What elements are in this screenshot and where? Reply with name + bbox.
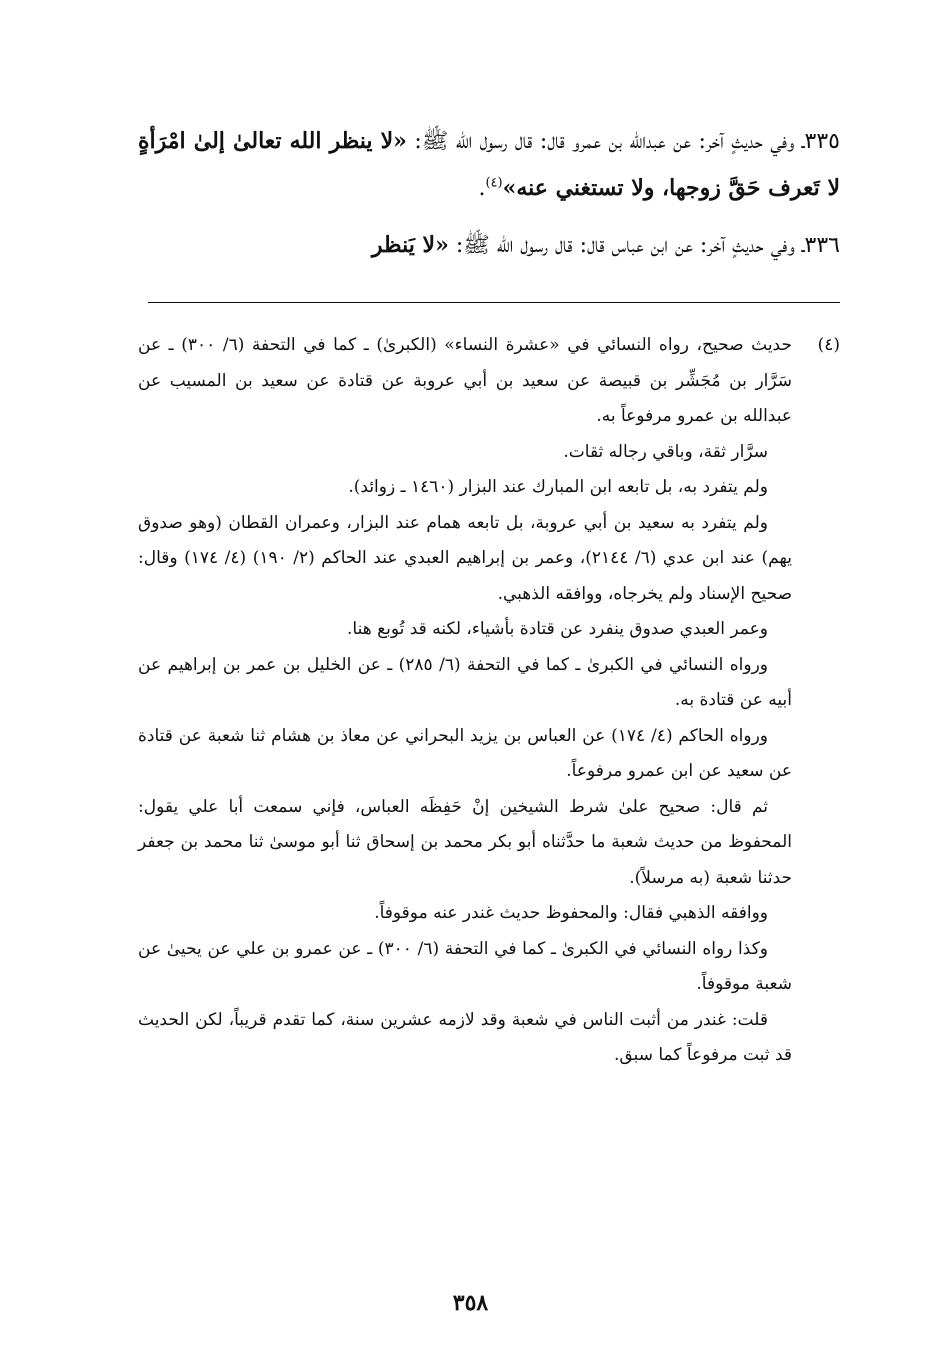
footnote-paragraph (138, 612, 840, 648)
footnote-paragraph (138, 435, 840, 471)
hadith-quote: «لا ينظر الله تعالىٰ إلىٰ امْرَأةٍ لا تَعرف حَقَّ زوجها، ولا تستغني عنه» (138, 128, 840, 201)
footnote-marker: (٤) (817, 335, 840, 355)
footnote-paragraph-text: ولم يتفرد به، بل تابعه ابن المبارك عند البزار (١٤٦٠ ـ زوائد). (348, 477, 768, 497)
footnote-paragraph (138, 896, 840, 932)
footnote-paragraph-text: ووافقه الذهبي فقال: والمحفوظ حديث غندر عنه موقوفاً. (374, 903, 768, 923)
footnote-paragraph (138, 470, 840, 506)
hadith-335 (138, 118, 840, 212)
footnote-divider (148, 302, 840, 303)
hadith-336 (138, 222, 840, 269)
hadith-quote: «لا يَنظر (371, 232, 449, 258)
footnote-paragraph-text: وعمر العبدي صدوق ينفرد عن قتادة بأشياء، لكنه قد تُوبع هنا. (346, 619, 768, 639)
footnote-reference[interactable]: (٤) (485, 175, 503, 191)
footnote-paragraph-text: ورواه النسائي في الكبرىٰ ـ كما في التحفة (٦/ ٢٨٥) ـ عن الخليل بن عمر بن إبراهيم عن أبيه عن قتادة به. (138, 654, 792, 710)
hadith-intro: وفي حديثٍ آخر: عن ابن عباس قال: قال رسول الله ﷺ: (448, 233, 802, 258)
footnote-paragraph-text: ورواه الحاكم (٤/ ١٧٤) عن العباس بن يزيد البحراني عن معاذ بن هشام ثنا شعبة عن قتادة عن سعيد عن ابن عمرو مرفوعاً. (138, 725, 792, 781)
footnote-paragraph-text: قلت: غندر من أثبت الناس في شعبة وقد لازمه عشرين سنة، كما تقدم قريباً، لكن الحديث قد ثبت مرفوعاً كما سبق. (138, 1009, 792, 1065)
footnote-paragraph (138, 790, 840, 897)
hadith-end: . (478, 176, 486, 201)
footnote-paragraph (138, 506, 840, 613)
footnote-first-paragraph: حديث صحيح، رواه النسائي في «عشرة النساء» (الكبرىٰ) ـ كما في التحفة (٦/ ٣٠٠) ـ عن سَرَّار بن مُجَشِّر بن قبيصة عن سعيد بن أبي عروبة عن قتادة عن سعيد بن المسيب عن عبدالله بن عمرو مرفوعاً به. (138, 335, 792, 426)
hadith-intro: وفي حديثٍ آخر: عن عبدالله بن عمرو قال: قال رسول الله ﷺ: (406, 129, 802, 154)
footnote-paragraph-text: ثم قال: صحيح علىٰ شرط الشيخين إنْ حَفِظَه العباس، فإني سمعت أبا علي يقول: المحفوظ من حديث شعبة ما حدَّثناه أبو بكر محمد بن إسحاق ثنا أبو موسىٰ ثنا محمد بن جعفر حدثنا شعبة (به مرسلاً). (138, 796, 792, 888)
footnote-paragraph-text: وكذا رواه النسائي في الكبرىٰ ـ كما في التحفة (٦/ ٣٠٠) ـ عن عمرو بن علي عن يحيىٰ عن شعبة موقوفاً. (138, 938, 792, 994)
page-number: ٣٥٨ (452, 1290, 489, 1316)
footnote-paragraph (138, 719, 840, 790)
footnote-paragraph (138, 648, 840, 719)
hadith-number: ٣٣٥ـ (801, 129, 840, 154)
main-text (138, 118, 840, 279)
hadith-number: ٣٣٦ـ (801, 233, 840, 258)
footnote-paragraph-text: سرَّار ثقة، وباقي رجاله ثقات. (563, 441, 768, 462)
footnotes-section (138, 328, 840, 1074)
footnote-4 (138, 328, 840, 435)
footnote-paragraph (138, 1003, 840, 1074)
footnote-paragraph-text: ولم يتفرد به سعيد بن أبي عروبة، بل تابعه همام عند البزار، وعمران القطان (وهو صدوق يهم) عند ابن عدي (٦/ ٢١٤٤)، وعمر بن إبراهيم العبدي عند الحاكم (٢/ ١٩٠) (٤/ ١٧٤) وقال: صحيح الإسناد ولم يخرجاه، ووافقه الذهبي. (138, 512, 792, 604)
footnote-paragraph (138, 932, 840, 1003)
